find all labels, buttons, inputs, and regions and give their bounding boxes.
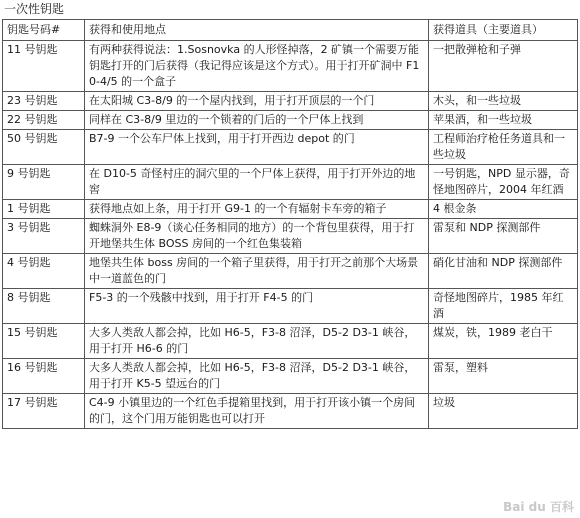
key-number-cell: 16 号钥匙 xyxy=(3,359,85,394)
location-cell: 在太阳城 C3-8/9 的一个屋内找到，用于打开顶层的一个门 xyxy=(85,92,429,111)
table-row xyxy=(3,165,578,200)
table-row xyxy=(3,92,578,111)
table-row xyxy=(3,200,578,219)
table-row xyxy=(3,219,578,254)
baidu-watermark: Bai du 百科 xyxy=(503,500,574,514)
location-cell: 地堡共生体 boss 房间的一个箱子里获得，用于打开之前那个大场景中一道蓝色的门 xyxy=(85,254,429,289)
key-table xyxy=(2,19,578,429)
item-cell: 雷泵和 NDP 探测部件 xyxy=(429,219,578,254)
table-row xyxy=(3,324,578,359)
item-cell: 硝化甘油和 NDP 探测部件 xyxy=(429,254,578,289)
item-cell: 一号钥匙，NPD 显示器，奇怪地图碎片，2004 年红酒 xyxy=(429,165,578,200)
key-number-cell: 22 号钥匙 xyxy=(3,111,85,130)
location-cell: 在 D10-5 奇怪村庄的洞穴里的一个尸体上获得，用于打开外边的地窖 xyxy=(85,165,429,200)
table-row xyxy=(3,41,578,92)
location-cell: 大多人类敌人都会掉，比如 H6-5，F3-8 沼泽，D5-2 D3-1 峡谷，用于打开 H6-6 的门 xyxy=(85,324,429,359)
key-number-cell: 8 号钥匙 xyxy=(3,289,85,324)
item-cell: 苹果酒，和一些垃圾 xyxy=(429,111,578,130)
key-number-cell: 11 号钥匙 xyxy=(3,41,85,92)
table-row xyxy=(3,359,578,394)
item-cell: 奇怪地图碎片，1985 年红酒 xyxy=(429,289,578,324)
item-cell: 木头，和一些垃圾 xyxy=(429,92,578,111)
location-cell: 同样在 C3-8/9 里边的一个锁着的门后的一个尸体上找到 xyxy=(85,111,429,130)
location-cell: 获得地点如上条，用于打开 G9-1 的一个有辐射卡车旁的箱子 xyxy=(85,200,429,219)
header-location: 获得和使用地点 xyxy=(85,20,429,41)
item-cell: 垃圾 xyxy=(429,394,578,429)
key-number-cell: 4 号钥匙 xyxy=(3,254,85,289)
location-cell: 蜘蛛洞外 E8-9（谈心任务相同的地方）的一个背包里获得，用于打开地堡共生体 BOSS 房间的一个红色集装箱 xyxy=(85,219,429,254)
location-cell: 大多人类敌人都会掉，比如 H6-5，F3-8 沼泽，D5-2 D3-1 峡谷，用于打开 K5-5 望远台的门 xyxy=(85,359,429,394)
key-number-cell: 1 号钥匙 xyxy=(3,200,85,219)
location-cell: 有两种获得说法：1.Sosnovka 的人形怪掉落，2 矿镇一个需要万能钥匙打开的门后获得（我记得应该是这个方式）。用于打开矿洞中 F10-4/5 的一个盒子 xyxy=(85,41,429,92)
location-cell: F5-3 的一个残骸中找到，用于打开 F4-5 的门 xyxy=(85,289,429,324)
item-cell: 煤炭，铁，1989 老白干 xyxy=(429,324,578,359)
table-row xyxy=(3,130,578,165)
table-row xyxy=(3,289,578,324)
table-row xyxy=(3,254,578,289)
item-cell: 工程师治疗枪任务道具和一些垃圾 xyxy=(429,130,578,165)
item-cell: 雷泵，塑料 xyxy=(429,359,578,394)
table-row xyxy=(3,111,578,130)
location-cell: B7-9 一个公车尸体上找到，用于打开西边 depot 的门 xyxy=(85,130,429,165)
key-number-cell: 23 号钥匙 xyxy=(3,92,85,111)
item-cell: 一把散弹枪和子弹 xyxy=(429,41,578,92)
table-row xyxy=(3,394,578,429)
header-key-number: 钥匙号码# xyxy=(3,20,85,41)
table-header-row xyxy=(3,20,578,41)
page-title: 一次性钥匙 xyxy=(4,2,65,16)
item-cell: 4 根金条 xyxy=(429,200,578,219)
key-number-cell: 17 号钥匙 xyxy=(3,394,85,429)
location-cell: C4-9 小镇里边的一个红色手提箱里找到，用于打开该小镇一个房间的门，这个门用万能钥匙也可以打开 xyxy=(85,394,429,429)
key-number-cell: 3 号钥匙 xyxy=(3,219,85,254)
key-number-cell: 50 号钥匙 xyxy=(3,130,85,165)
header-item: 获得道具（主要道具） xyxy=(429,20,578,41)
key-number-cell: 9 号钥匙 xyxy=(3,165,85,200)
key-number-cell: 15 号钥匙 xyxy=(3,324,85,359)
